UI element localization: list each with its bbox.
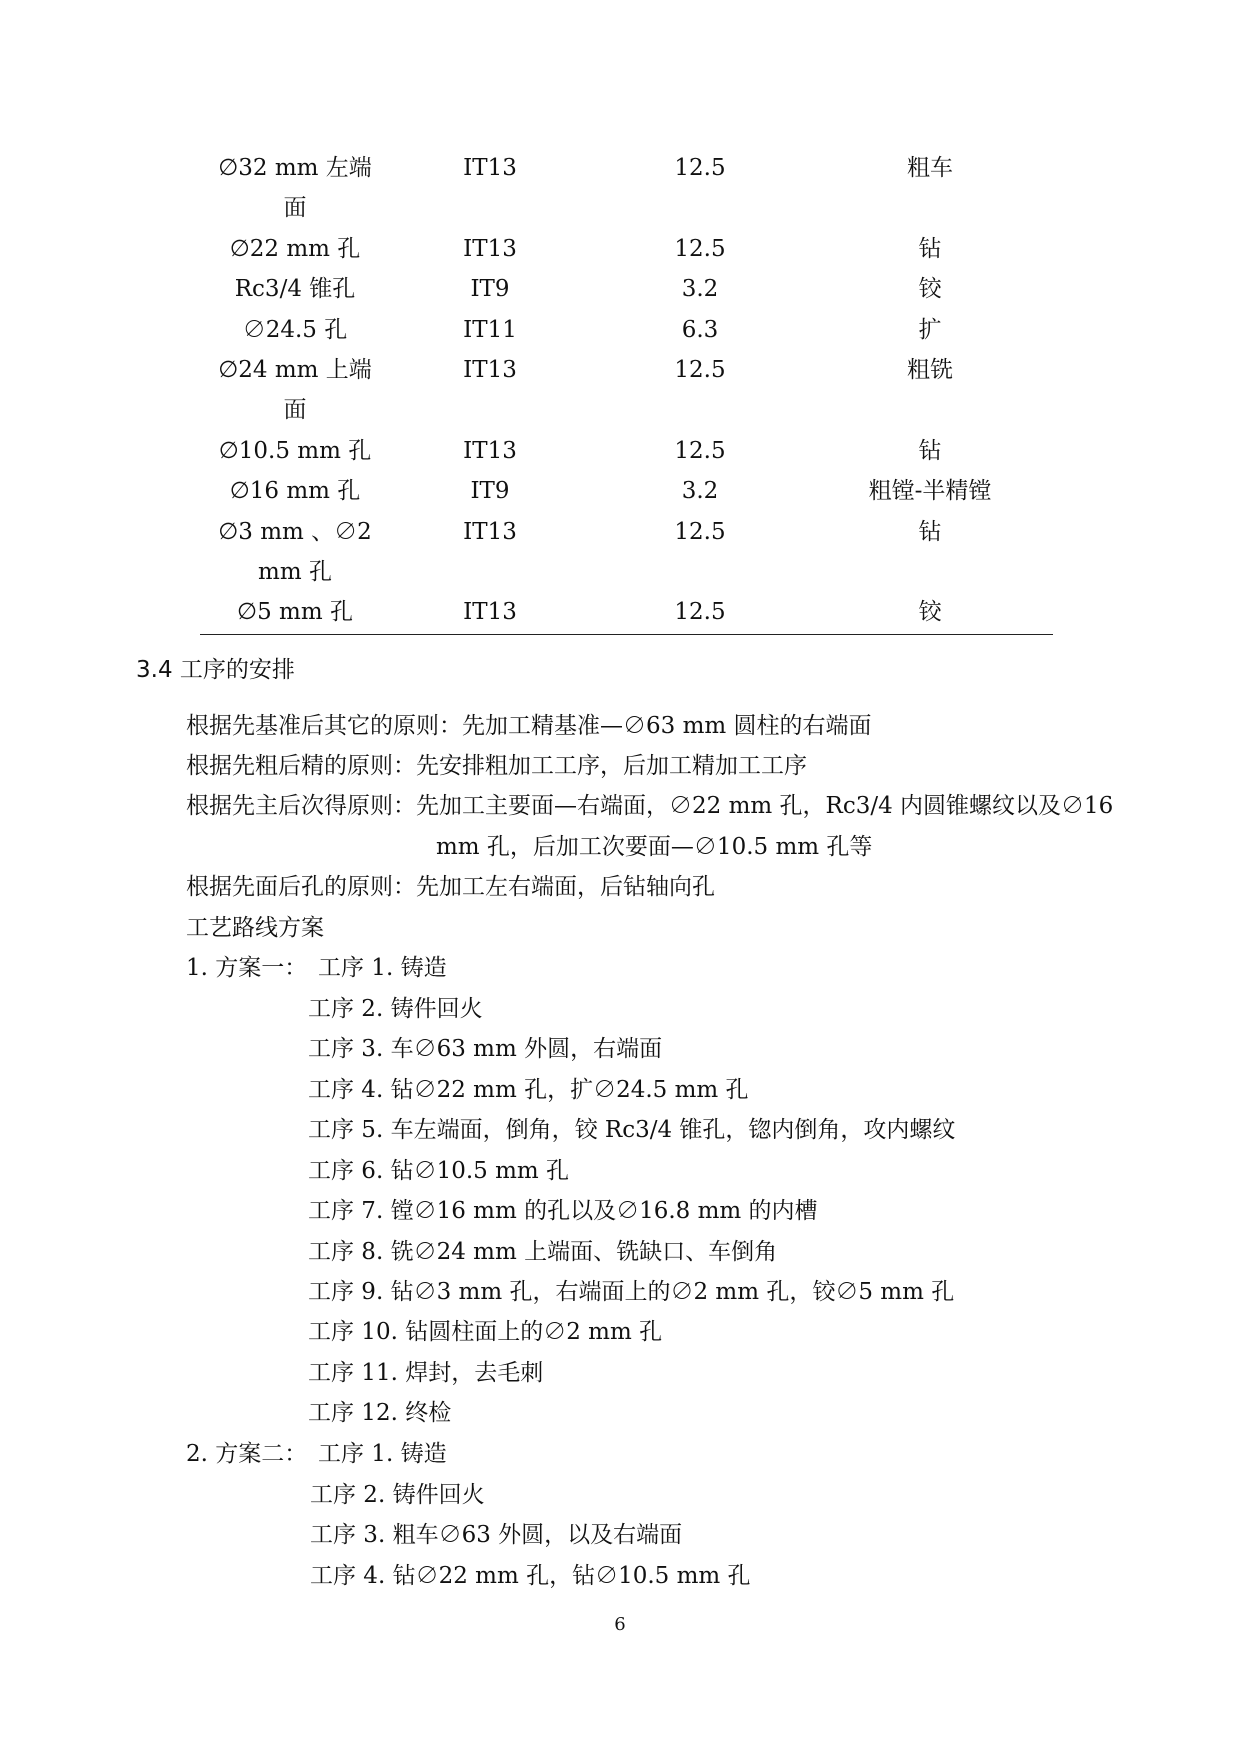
table-cell-surface: ∅24 mm 上端	[218, 357, 372, 383]
plan-step: 工序 4. 钻∅22 mm 孔，钻∅10.5 mm 孔	[310, 1563, 751, 1589]
table-cell-grade: IT13	[463, 236, 517, 262]
route-title: 工艺路线方案	[186, 915, 324, 941]
table-cell-method: 钻	[918, 438, 942, 464]
plan-label: 2. 方案二：	[186, 1441, 308, 1467]
plan-step: 工序 9. 钻∅3 mm 孔，右端面上的∅2 mm 孔，铰∅5 mm 孔	[308, 1279, 955, 1305]
table-cell-surface: ∅3 mm 、∅2	[218, 519, 372, 545]
table-cell-surface: mm 孔	[258, 559, 332, 585]
plan-step: 工序 4. 钻∅22 mm 孔，扩∅24.5 mm 孔	[308, 1077, 749, 1103]
table-cell-method: 铰	[918, 599, 942, 625]
table-cell-method: 钻	[918, 519, 942, 545]
plan-step: 工序 2. 铸件回火	[308, 996, 483, 1022]
principle-line: mm 孔，后加工次要面—∅10.5 mm 孔等	[436, 834, 873, 860]
plan-step: 工序 1. 铸造	[318, 1441, 447, 1467]
table-cell-surface: ∅16 mm 孔	[229, 478, 361, 504]
table-cell-method: 粗铣	[907, 357, 953, 383]
table-cell-surface: 面	[283, 397, 307, 423]
table-bottom-rule	[200, 634, 1053, 635]
table-cell-surface: ∅10.5 mm 孔	[218, 438, 372, 464]
table-cell-surface: ∅22 mm 孔	[229, 236, 361, 262]
table-cell-roughness: 6.3	[681, 317, 719, 343]
table-cell-surface: Rc3/4 锥孔	[234, 276, 356, 302]
table-cell-grade: IT9	[470, 478, 510, 504]
table-cell-grade: IT13	[463, 155, 517, 181]
table-cell-grade: IT13	[463, 519, 517, 545]
table-cell-grade: IT13	[463, 599, 517, 625]
plan-step: 工序 12. 终检	[308, 1400, 452, 1426]
table-cell-grade: IT9	[470, 276, 510, 302]
table-cell-roughness: 12.5	[674, 519, 726, 545]
plan-step: 工序 1. 铸造	[318, 955, 447, 981]
table-cell-roughness: 3.2	[681, 478, 719, 504]
table-cell-surface: 面	[283, 195, 307, 221]
plan-label: 1. 方案一：	[186, 955, 308, 981]
table-cell-roughness: 12.5	[674, 236, 726, 262]
plan-step: 工序 6. 钻∅10.5 mm 孔	[308, 1158, 570, 1184]
section-heading: 3.4 工序的安排	[136, 657, 295, 683]
principle-line: 根据先主后次得原则：先加工主要面—右端面，∅22 mm 孔，Rc3/4 内圆锥螺纹以及∅16	[186, 793, 1114, 819]
principle-line: 根据先基准后其它的原则：先加工精基准—∅63 mm 圆柱的右端面	[186, 713, 872, 739]
plan-step: 工序 8. 铣∅24 mm 上端面、铣缺口、车倒角	[308, 1239, 778, 1265]
table-cell-method: 铰	[918, 276, 942, 302]
plan-step: 工序 10. 钻圆柱面上的∅2 mm 孔	[308, 1319, 663, 1345]
plan-step: 工序 11. 焊封，去毛刺	[308, 1360, 544, 1386]
table-cell-roughness: 12.5	[674, 155, 726, 181]
table-cell-method: 粗镗-半精镗	[868, 478, 992, 504]
plan-step: 工序 7. 镗∅16 mm 的孔以及∅16.8 mm 的内槽	[308, 1198, 818, 1224]
plan-step: 工序 5. 车左端面，倒角，铰 Rc3/4 锥孔，锪内倒角，攻内螺纹	[308, 1117, 956, 1143]
principle-line: 根据先粗后精的原则：先安排粗加工工序，后加工精加工工序	[186, 753, 807, 779]
page-number: 6	[614, 1614, 626, 1635]
table-cell-method: 扩	[918, 317, 942, 343]
table-cell-surface: ∅32 mm 左端	[218, 155, 372, 181]
table-cell-surface: ∅24.5 孔	[242, 317, 348, 343]
plan-step: 工序 3. 车∅63 mm 外圆，右端面	[308, 1036, 663, 1062]
table-cell-method: 粗车	[907, 155, 953, 181]
table-cell-roughness: 12.5	[674, 599, 726, 625]
table-cell-surface: ∅5 mm 孔	[237, 599, 353, 625]
table-cell-roughness: 3.2	[681, 276, 719, 302]
table-cell-roughness: 12.5	[674, 357, 726, 383]
table-cell-grade: IT11	[463, 317, 517, 343]
principle-line: 根据先面后孔的原则：先加工左右端面，后钻轴向孔	[186, 874, 715, 900]
table-cell-roughness: 12.5	[674, 438, 726, 464]
table-cell-method: 钻	[918, 236, 942, 262]
plan-step: 工序 3. 粗车∅63 外圆，以及右端面	[310, 1522, 683, 1548]
table-cell-grade: IT13	[463, 357, 517, 383]
plan-step: 工序 2. 铸件回火	[310, 1482, 485, 1508]
table-cell-grade: IT13	[463, 438, 517, 464]
